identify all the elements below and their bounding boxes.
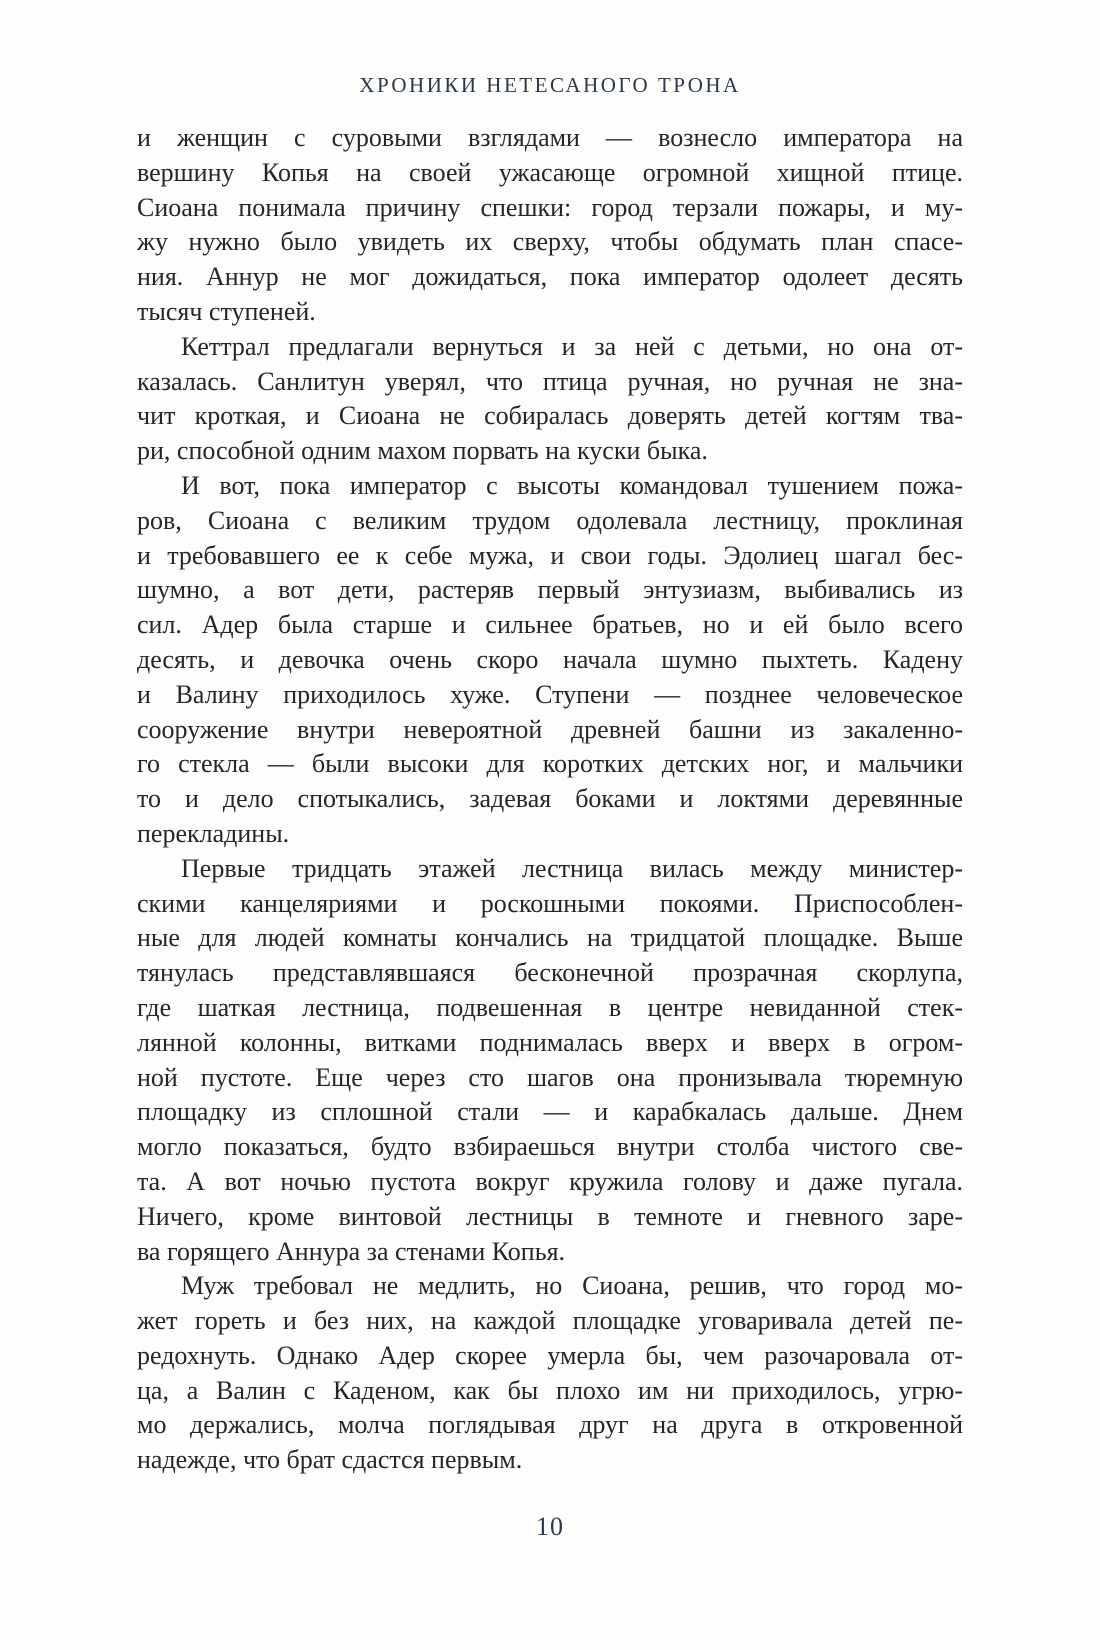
text-line: Муж требовал не медлить, но Сиоана, решив, что город мо- — [181, 1271, 963, 1301]
text-line: ной пустоте. Еще через сто шагов она пронизывала тюремную — [137, 1062, 963, 1092]
text-line: та. А вот ночью пустота вокруг кружила голову и даже пугала. — [137, 1166, 963, 1196]
text-line: перекладины. — [137, 818, 290, 848]
text-line: где шаткая лестница, подвешенная в центре невиданной стек- — [137, 992, 963, 1022]
text-line: и женщин с суровыми взглядами — вознесло императора на — [137, 123, 963, 152]
text-line: ров, Сиоана с великим трудом одолевала лестницу, проклиная — [137, 505, 963, 535]
running-header: ХРОНИКИ НЕТЕСАНОГО ТРОНА — [359, 73, 741, 97]
text-line: вершину Копья на своей ужасающе огромной хищной птице. — [137, 157, 963, 187]
text-line: площадку из сплошной стали — и карабкалась дальше. Днем — [137, 1097, 963, 1127]
text-line: ные для людей комнаты кончались на тридцатой площадке. Выше — [137, 923, 963, 953]
page-number: 10 — [536, 1512, 564, 1541]
text-line: редохнуть. Однако Адер скорее умерла бы, чем разочаровала от- — [137, 1340, 963, 1370]
text-line: Ничего, кроме винтовой лестницы в темноте и гневного заре- — [137, 1201, 963, 1231]
text-line: жу нужно было увидеть их сверху, чтобы обдумать план спасе- — [137, 227, 963, 257]
text-line: казалась. Санлитун уверял, что птица ручная, но ручная не зна- — [137, 366, 963, 396]
text-line: и требовавшего ее к себе мужа, и свои годы. Эдолиец шагал бес- — [137, 540, 963, 570]
text-line: могло показаться, будто взбираешься внутри столба чистого све- — [137, 1132, 963, 1162]
text-line: мо держались, молча поглядывая друг на друга в откровенной — [137, 1410, 963, 1440]
text-line: Первые тридцать этажей лестница вилась между министер- — [181, 853, 963, 883]
text-line: ва горящего Аннура за стенами Копья. — [137, 1236, 566, 1266]
text-line: надежде, что брат сдастся первым. — [137, 1445, 523, 1475]
text-line: сооружение внутри невероятной древней башни из закаленно- — [137, 714, 963, 744]
text-line: шумно, а вот дети, растеряв первый энтузиазм, выбивались из — [137, 575, 963, 605]
text-line: ния. Аннур не мог дожидаться, пока император одолеет десять — [137, 262, 963, 292]
paragraph — [137, 330, 963, 469]
text-line: го стекла — были высоки для коротких детских ног, и мальчики — [137, 749, 963, 779]
text-line: сил. Адер была старше и сильнее братьев, но и ей было всего — [137, 610, 963, 640]
paragraph — [137, 469, 963, 852]
text-line: тысяч ступеней. — [137, 296, 316, 326]
text-line: чит кроткая, и Сиоана не собиралась доверять детей когтям тва- — [137, 401, 963, 431]
text-line: и Валину приходилось хуже. Ступени — позднее человеческое — [137, 679, 963, 709]
text-line: десять, и девочка очень скоро начала шумно пыхтеть. Кадену — [137, 644, 963, 674]
paragraph — [137, 852, 963, 1270]
text-line: лянной колонны, витками поднималась вверх и вверх в огром- — [137, 1027, 963, 1057]
text-line: тянулась представлявшаяся бесконечной прозрачная скорлупа, — [137, 958, 963, 988]
text-column — [137, 121, 963, 1478]
text-line: скими канцеляриями и роскошными покоями. Приспособлен- — [137, 888, 963, 918]
text-line: Кеттрал предлагали вернуться и за ней с детьми, но она от- — [181, 331, 963, 361]
text-line: И вот, пока император с высоты командовал тушением пожа- — [181, 470, 963, 500]
text-line: ри, способной одним махом порвать на куски быка. — [137, 436, 708, 466]
paragraph — [137, 121, 963, 330]
text-line: Сиоана понимала причину спешки: город терзали пожары, и му- — [137, 192, 963, 222]
paragraph — [137, 1269, 963, 1478]
text-line: то и дело спотыкались, задевая боками и локтями деревянные — [137, 784, 963, 814]
text-line: ца, а Валин с Каденом, как бы плохо им ни приходилось, угрю- — [137, 1375, 963, 1405]
text-line: жет гореть и без них, на каждой площадке уговаривала детей пе- — [137, 1306, 963, 1336]
